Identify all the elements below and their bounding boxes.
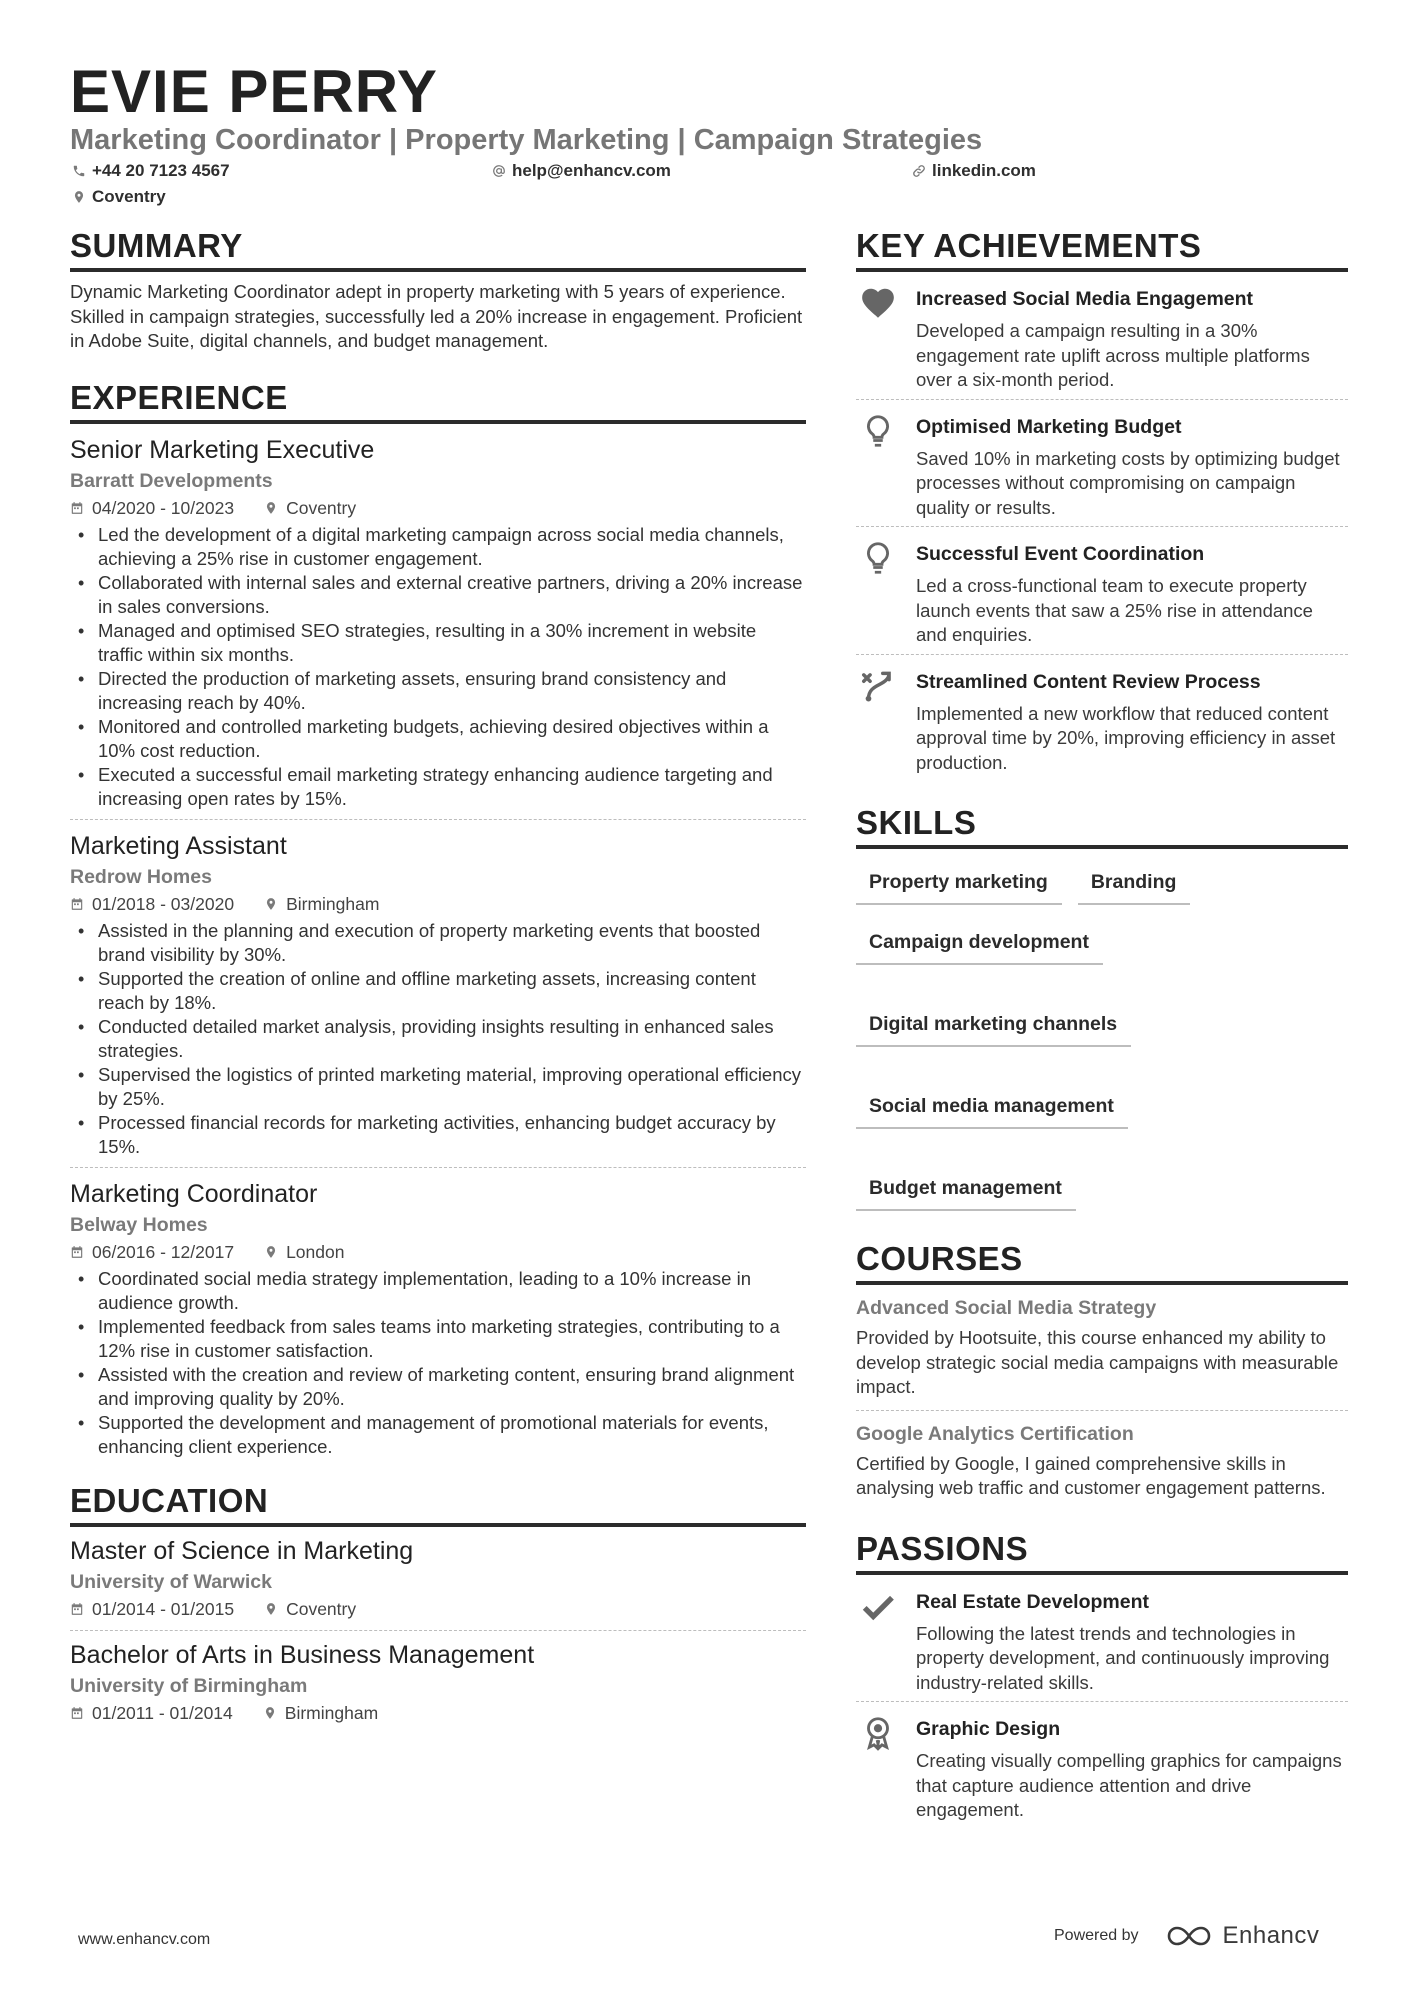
footer-branding [1054,1922,1319,1950]
bullet-item: • Processed financial records for marketing activities, enhancing budget accuracy by 15%. [70,1111,806,1159]
contact-email[interactable] [492,160,671,182]
contact-linkedin[interactable] [912,160,1036,182]
job-location [264,893,379,915]
skills-section [856,803,1348,1211]
company-name: Belway Homes [70,1213,208,1236]
education-meta [70,1702,806,1724]
course-desc: Provided by Hootsuite, this course enhanced my ability to develop strategic social media campaigns with measurable impact. [856,1327,1339,1397]
calendar-icon [70,1706,84,1720]
bullet-item: • Led the development of a digital marketing campaign across social media channels, achieving a 25% rise in customer engagement. [70,523,806,571]
job-location [264,497,356,519]
summary-section [70,226,806,354]
calendar-icon [70,1245,84,1259]
job-entry [70,424,806,811]
degree-title: Master of Science in Marketing [70,1536,414,1565]
brand-name: Enhancv [1222,1922,1320,1949]
award-ribbon-icon [856,1714,900,1754]
passion-title: Real Estate Development [916,1590,1150,1613]
education-dates: 01/2014 - 01/2015 [92,1598,235,1619]
bullet-item: • Directed the production of marketing assets, ensuring brand consistency and increasing reach by 40%. [70,667,806,715]
footer-website[interactable]: www.enhancv.com [78,1931,211,1948]
bullet-item: • Coordinated social media strategy implementation, leading to a 10% increase in audience growth. [70,1267,806,1315]
course-desc: Certified by Google, I gained comprehensive skills in analysing web traffic and customer engagement patterns. [856,1452,1326,1498]
phone-icon [72,164,86,178]
section-title-education: EDUCATION [70,1481,806,1527]
headline: Marketing Coordinator | Property Marketing | Campaign Strategies [70,124,983,156]
achievement-desc: Saved 10% in marketing costs by optimizing budget processes without compromising on campaign quality or results. [916,447,1340,518]
skill-tag: Branding [1078,867,1191,905]
company-name: Redrow Homes [70,865,212,888]
education-location-text: Coventry [286,1598,357,1619]
link-icon [912,164,926,178]
achievement-item [856,272,1348,399]
skill-tag: Social media management [856,1091,1128,1129]
job-location-text: Birmingham [286,893,380,914]
brand-logo[interactable] [1165,1922,1320,1950]
checkmark-icon [856,1587,900,1627]
job-bullets [70,919,806,1159]
achievement-desc: Developed a campaign resulting in a 30% engagement rate uplift across multiple platforms over a six-month period. [916,320,1310,390]
bullet-item: • Supported the creation of online and offline marketing assets, increasing content reach by 18%. [70,967,806,1015]
location-pin-icon [263,1706,277,1720]
achievement-item [856,526,1348,654]
summary-text: Dynamic Marketing Coordinator adept in property marketing with 5 years of experience. Skilled in campaign strategies, successfully led a 20% increase in engagement. Proficient in Adobe Suite, digital channels, and budget management. [70,281,803,351]
achievement-title: Streamlined Content Review Process [916,670,1261,693]
at-icon [492,164,506,178]
achievement-title: Optimised Marketing Budget [916,415,1182,438]
location-text: Coventry [92,187,166,206]
bullet-item: • Supported the development and management of promotional materials for events, enhancing client experience. [70,1411,806,1459]
enhancv-logo-icon [1165,1924,1213,1948]
courses-section [856,1239,1348,1505]
heart-icon [856,284,900,324]
job-entry [70,1167,806,1459]
bullet-item: • Implemented feedback from sales teams into marketing strategies, contributing to a 12% rise in customer satisfaction. [70,1315,806,1363]
passion-desc: Creating visually compelling graphics for campaigns that capture audience attention and drive engagement. [916,1750,1342,1820]
section-title-summary: SUMMARY [70,226,806,272]
job-meta [70,1241,806,1263]
job-meta [70,893,806,915]
job-dates: 04/2020 - 10/2023 [92,497,235,518]
achievement-title: Increased Social Media Engagement [916,288,1254,310]
skill-tag: Budget management [856,1173,1076,1211]
achievement-item [856,654,1348,782]
school-name: University of Warwick [70,1570,272,1593]
job-dates: 01/2018 - 03/2020 [92,893,235,914]
location-pin-icon [264,1245,278,1259]
section-title-experience: EXPERIENCE [70,378,806,424]
email-text: help@enhancv.com [512,161,671,180]
company-name: Barratt Developments [70,469,273,492]
lightbulb-icon [856,539,900,579]
course-item [856,1285,1348,1404]
section-title-achievements: KEY ACHIEVEMENTS [856,226,1348,272]
course-title: Google Analytics Certification [856,1422,1134,1445]
passion-item [856,1575,1348,1702]
left-column [70,226,806,1724]
job-bullets [70,1267,806,1459]
passion-title: Graphic Design [916,1718,1061,1740]
job-title: Marketing Coordinator [70,1179,318,1208]
bullet-item: • Supervised the logistics of printed marketing material, improving operational efficiency by 25%. [70,1063,806,1111]
skill-tag: Digital marketing channels [856,1009,1131,1047]
bullet-item: • Assisted with the creation and review of marketing content, ensuring brand alignment and improving quality by 20%. [70,1363,806,1411]
calendar-icon [70,897,84,911]
passion-item [856,1701,1348,1829]
skill-tag: Property marketing [856,867,1062,905]
job-location-text: Coventry [286,497,357,518]
passions-section [856,1529,1348,1829]
education-location [263,1702,378,1724]
job-entry [70,819,806,1159]
contact-location [72,186,166,208]
bullet-item: • Collaborated with internal sales and external creative partners, driving a 20% increase in sales conversions. [70,571,806,619]
location-pin-icon [264,897,278,911]
candidate-name: EVIE PERRY [70,58,438,125]
phone-text: +44 20 7123 4567 [92,161,230,180]
powered-by-text: Powered by [1054,1927,1139,1944]
lightbulb-icon [856,412,900,452]
achievements-section [856,226,1348,781]
job-dates: 06/2016 - 12/2017 [92,1241,235,1262]
achievement-item [856,399,1348,527]
calendar-icon [70,1602,84,1616]
bullet-item: • Executed a successful email marketing strategy enhancing audience targeting and increasing open rates by 15%. [70,763,806,811]
education-section [70,1481,806,1724]
calendar-icon [70,501,84,515]
education-location-text: Birmingham [284,1702,379,1723]
linkedin-text: linkedin.com [932,161,1036,180]
education-dates: 01/2011 - 01/2014 [92,1702,233,1723]
job-meta [70,497,806,519]
bullet-item: • Conducted detailed market analysis, providing insights resulting in enhanced sales strategies. [70,1015,806,1063]
right-column [856,226,1348,1829]
location-pin-icon [264,1602,278,1616]
achievement-desc: Led a cross-functional team to execute property launch events that saw a 25% rise in attendance and enquiries. [916,575,1313,645]
location-pin-icon [264,501,278,515]
job-title: Marketing Assistant [70,831,287,860]
school-name: University of Birmingham [70,1674,308,1697]
education-entry [70,1527,806,1620]
section-title-passions: PASSIONS [856,1529,1348,1575]
skill-tag: Campaign development [856,927,1103,965]
path-icon [856,667,900,707]
bullet-item: • Assisted in the planning and execution of property marketing events that boosted brand visibility by 30%. [70,919,806,967]
passion-desc: Following the latest trends and technologies in property development, and continuously improving industry-related skills. [916,1622,1330,1693]
achievement-title: Successful Event Coordination [916,543,1205,565]
bullet-item: • Managed and optimised SEO strategies, resulting in a 30% increment in website traffic within six months. [70,619,806,667]
section-title-skills: SKILLS [856,803,1348,849]
contact-phone[interactable] [72,160,230,182]
education-entry [70,1630,806,1724]
achievement-desc: Implemented a new workflow that reduced content approval time by 20%, improving efficiency in asset production. [916,702,1336,773]
education-location [264,1598,356,1620]
job-bullets [70,523,806,811]
bullet-item: • Monitored and controlled marketing budgets, achieving desired objectives within a 10% cost reduction. [70,715,806,763]
section-title-courses: COURSES [856,1239,1348,1285]
course-title: Advanced Social Media Strategy [856,1297,1157,1319]
experience-section [70,378,806,1459]
skills-list [856,867,1348,1211]
degree-title: Bachelor of Arts in Business Management [70,1640,535,1669]
location-pin-icon [72,190,86,204]
job-location-text: London [286,1241,345,1262]
job-location [264,1241,344,1263]
job-title: Senior Marketing Executive [70,435,375,464]
course-item [856,1410,1348,1505]
education-meta [70,1598,806,1620]
